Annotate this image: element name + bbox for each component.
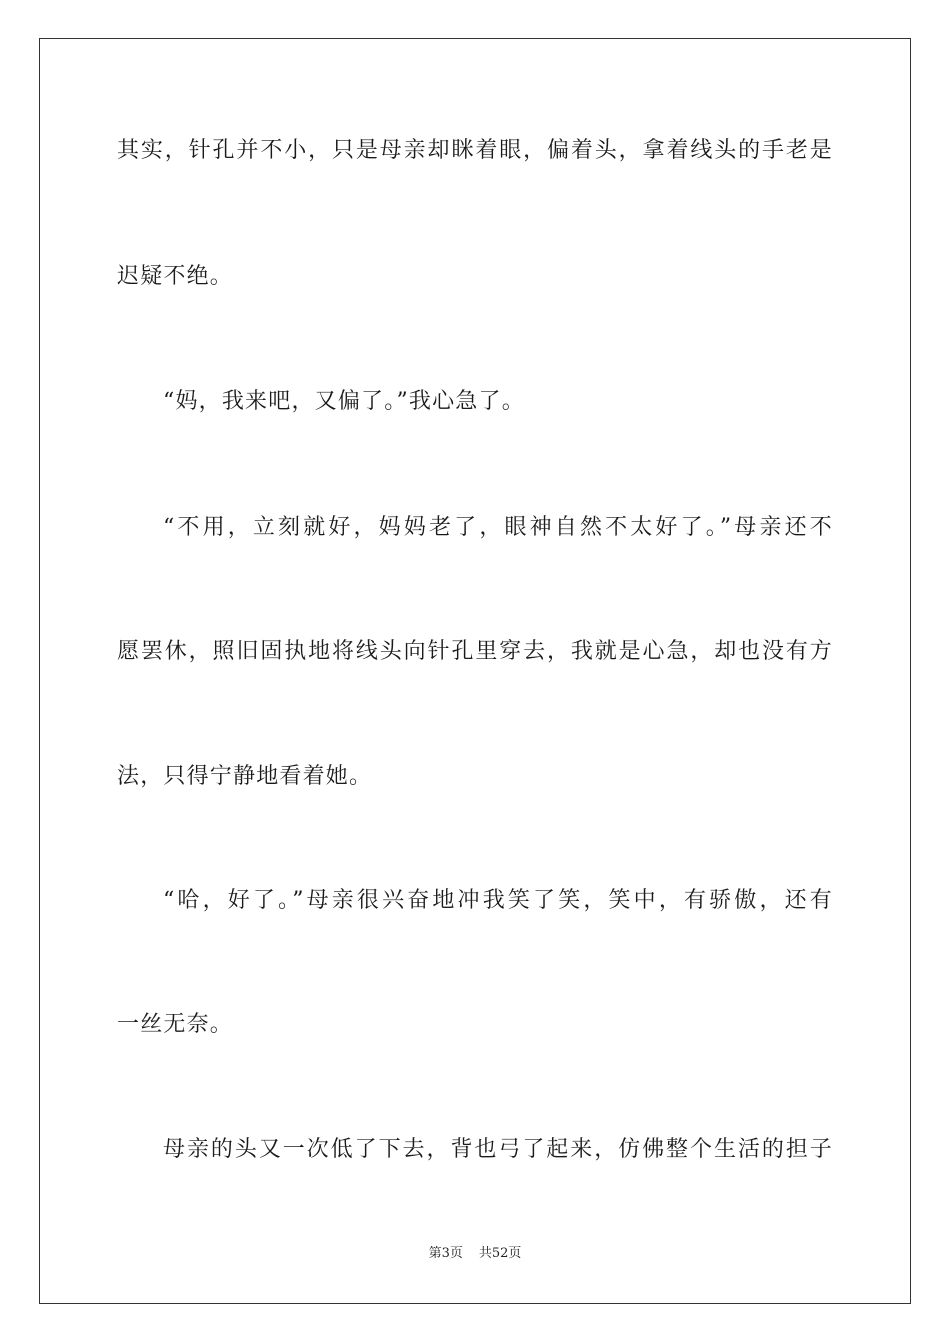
text-line-9: 母亲的头又一次低了下去，背也弓了起来，仿佛整个生活的担子 (163, 1137, 833, 1162)
text-line-5: 愿罢休，照旧固执地将线头向针孔里穿去，我就是心急，却也没有方 (117, 639, 833, 664)
text-line-3: “妈，我来吧，又偏了。”我心急了。 (163, 389, 525, 414)
text-line-8: 一丝无奈。 (117, 1012, 234, 1037)
page-number: 第3页 (428, 1246, 463, 1261)
text-line-6: 法，只得宁静地看着她。 (117, 764, 373, 789)
text-line-4: “不用，立刻就好，妈妈老了，眼神自然不太好了。”母亲还不 (163, 515, 833, 540)
text-line-1: 其实，针孔并不小，只是母亲却眯着眼，偏着头，拿着线头的手老是 (117, 138, 833, 163)
page-border (39, 38, 911, 1304)
text-line-2: 迟疑不绝。 (117, 264, 234, 289)
page-footer (0, 1245, 950, 1263)
total-pages: 共52页 (478, 1246, 522, 1261)
text-line-7: “哈，好了。”母亲很兴奋地冲我笑了笑，笑中，有骄傲，还有 (163, 888, 833, 913)
